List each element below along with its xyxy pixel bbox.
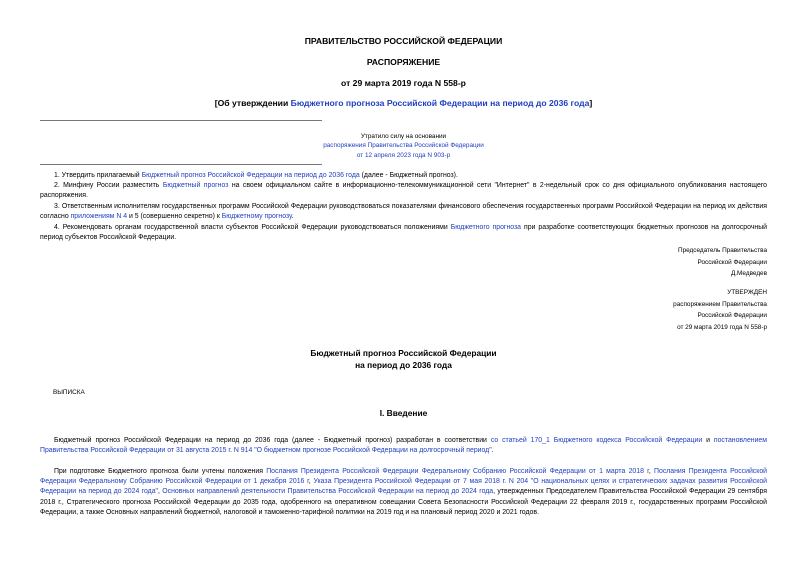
item-3-text-mid: и 5 (совершенно секретно) к [127, 213, 222, 221]
section-title: I. Введение [379, 408, 428, 418]
item-2-text: 2. Минфину России разместить [54, 182, 163, 189]
intro-link-resolution[interactable]: постановлением Правительства Российской Федерации от 31 августа 2015 г. N 914 "О бюджетном прогнозе Российской Федерации на долгосрочный период" [40, 437, 767, 455]
approval-date: от 29 марта 2019 года N 558-р [677, 323, 767, 331]
status-note [250, 132, 557, 160]
signature-name: Д.Медведев [730, 270, 767, 277]
title-bracket-open: [Об утверждении [214, 98, 291, 108]
intro-p1-text: Бюджетный прогноз Российской Федерации на период до 2036 года (далее - Бюджетный прогноз) разработан в соответствии [54, 437, 491, 444]
forecast-title-line-1: Бюджетный прогноз Российской Федерации [310, 348, 497, 358]
intro-paragraph-1 [40, 436, 767, 456]
intro-p2-text: При подготовке Бюджетного прогноза были учтены положения [54, 468, 267, 475]
item-3-text: 3. Ответственным исполнителям государственных программ Российской Федерации руководствоваться показателями финансового обеспечения государственных программ Российской Федерации на период их действия согласно [40, 203, 767, 221]
signature-country: Российской Федерации [697, 258, 767, 266]
intro-p2-text-end: , утвержденных Председателем Правительства Российской Федерации 29 сентября 2018 г., Стратегического прогноза Российской Федерации до 2035 года, одобренного на оперативном совещании Совета Безопасности Российской Федерации 22 февраля 2019 г., государственных программ Российской Федерации, а также Основных направлений бюджетной, налоговой и таможенно-тарифной политики на 2019 год и на плановый период 2020 и 2021 годов. [40, 488, 767, 516]
item-1-text: 1. Утвердить прилагаемый [54, 172, 142, 179]
item-3 [40, 202, 767, 222]
government-heading: ПРАВИТЕЛЬСТВО РОССИЙСКОЙ ФЕДЕРАЦИИ [304, 36, 503, 46]
item-3-text-end: . [291, 213, 294, 221]
intro-p2-sep: , [157, 488, 163, 496]
intro-p2-sep: , [308, 478, 314, 486]
title-bracket-close: ] [589, 98, 593, 108]
status-note-text: Утратило силу на основании [360, 133, 447, 140]
approval-block [507, 287, 767, 333]
item-2 [40, 181, 767, 201]
approval-by: распоряжением Правительства [673, 300, 767, 308]
intro-link-address-2018[interactable]: Послания Президента Российской Федерации Федеральному Собранию Российской Федерации от 1 марта 2018 г [266, 468, 649, 475]
item-1-text-end: (далее - Бюджетный прогноз). [359, 172, 458, 179]
document-type: РАСПОРЯЖЕНИЕ [366, 57, 441, 67]
extract-label: ВЫПИСКА [53, 389, 85, 396]
intro-link-budget-code[interactable]: со статьей 170_1 Бюджетного кодекса Российской Федерации [490, 437, 703, 444]
status-note-link-1[interactable]: распоряжения Правительства Российской Федерации [323, 142, 484, 150]
intro-p2-sep: , [648, 468, 655, 475]
item-4-text-end: при разработке соответствующих бюджетных прогнозов на долгосрочный период субъектов Российской Федерации. [40, 224, 768, 242]
divider-line [40, 164, 322, 165]
item-2-link[interactable]: Бюджетный прогноз [162, 182, 229, 189]
intro-p1-text-end: . [491, 447, 494, 455]
item-4-link[interactable]: Бюджетного прогноза [450, 224, 521, 231]
intro-p1-text-mid: и [702, 437, 714, 444]
divider-line [40, 120, 322, 121]
item-3-link-appendix[interactable]: приложениям N 4 [70, 213, 128, 221]
forecast-title [0, 348, 807, 371]
item-4 [40, 223, 767, 243]
intro-link-address-2016[interactable]: Послания Президента Российской Федерации Федеральному Собранию Российской Федерации от 1 декабря 2016 г [40, 468, 768, 486]
intro-paragraph-2 [40, 467, 767, 518]
approval-country: Российской Федерации [697, 312, 767, 319]
document-title [0, 98, 807, 108]
approval-label: УТВЕРЖДЕН [727, 289, 767, 296]
item-1-link[interactable]: Бюджетный прогноз Российской Федерации на период до 2036 года [141, 172, 360, 179]
signature-block [507, 245, 767, 280]
intro-link-decree-204[interactable]: Указа Президента Российской Федерации от 7 мая 2018 г. N 204 "О национальных целях и стратегических задачах развития Российской Федерации на период до 2024 года" [40, 478, 767, 496]
title-link[interactable]: Бюджетного прогноза Российской Федерации на период до 2036 года [290, 98, 590, 108]
status-note-link-2[interactable]: от 12 апреля 2023 года N 903-р [356, 151, 451, 159]
document-date-number: от 29 марта 2019 года N 558-р [341, 78, 466, 88]
item-1 [40, 171, 767, 181]
intro-link-government-directions[interactable]: Основных направлений деятельности Правительства Российской Федерации на период до 2024 года [162, 488, 494, 496]
signature-position: Председатель Правительства [678, 247, 767, 254]
item-2-text-end: на своем официальном сайте в информационно-телекоммуникационной сети "Интернет" в 2-недельный срок со дня официального опубликования настоящего распоряжения. [40, 182, 768, 200]
item-4-text: 4. Рекомендовать органам государственной власти субъектов Российской Федерации руководствоваться положениями [54, 224, 451, 231]
forecast-title-line-2: на период до 2036 года [355, 359, 452, 370]
item-3-link-forecast[interactable]: Бюджетному прогнозу [221, 213, 292, 221]
